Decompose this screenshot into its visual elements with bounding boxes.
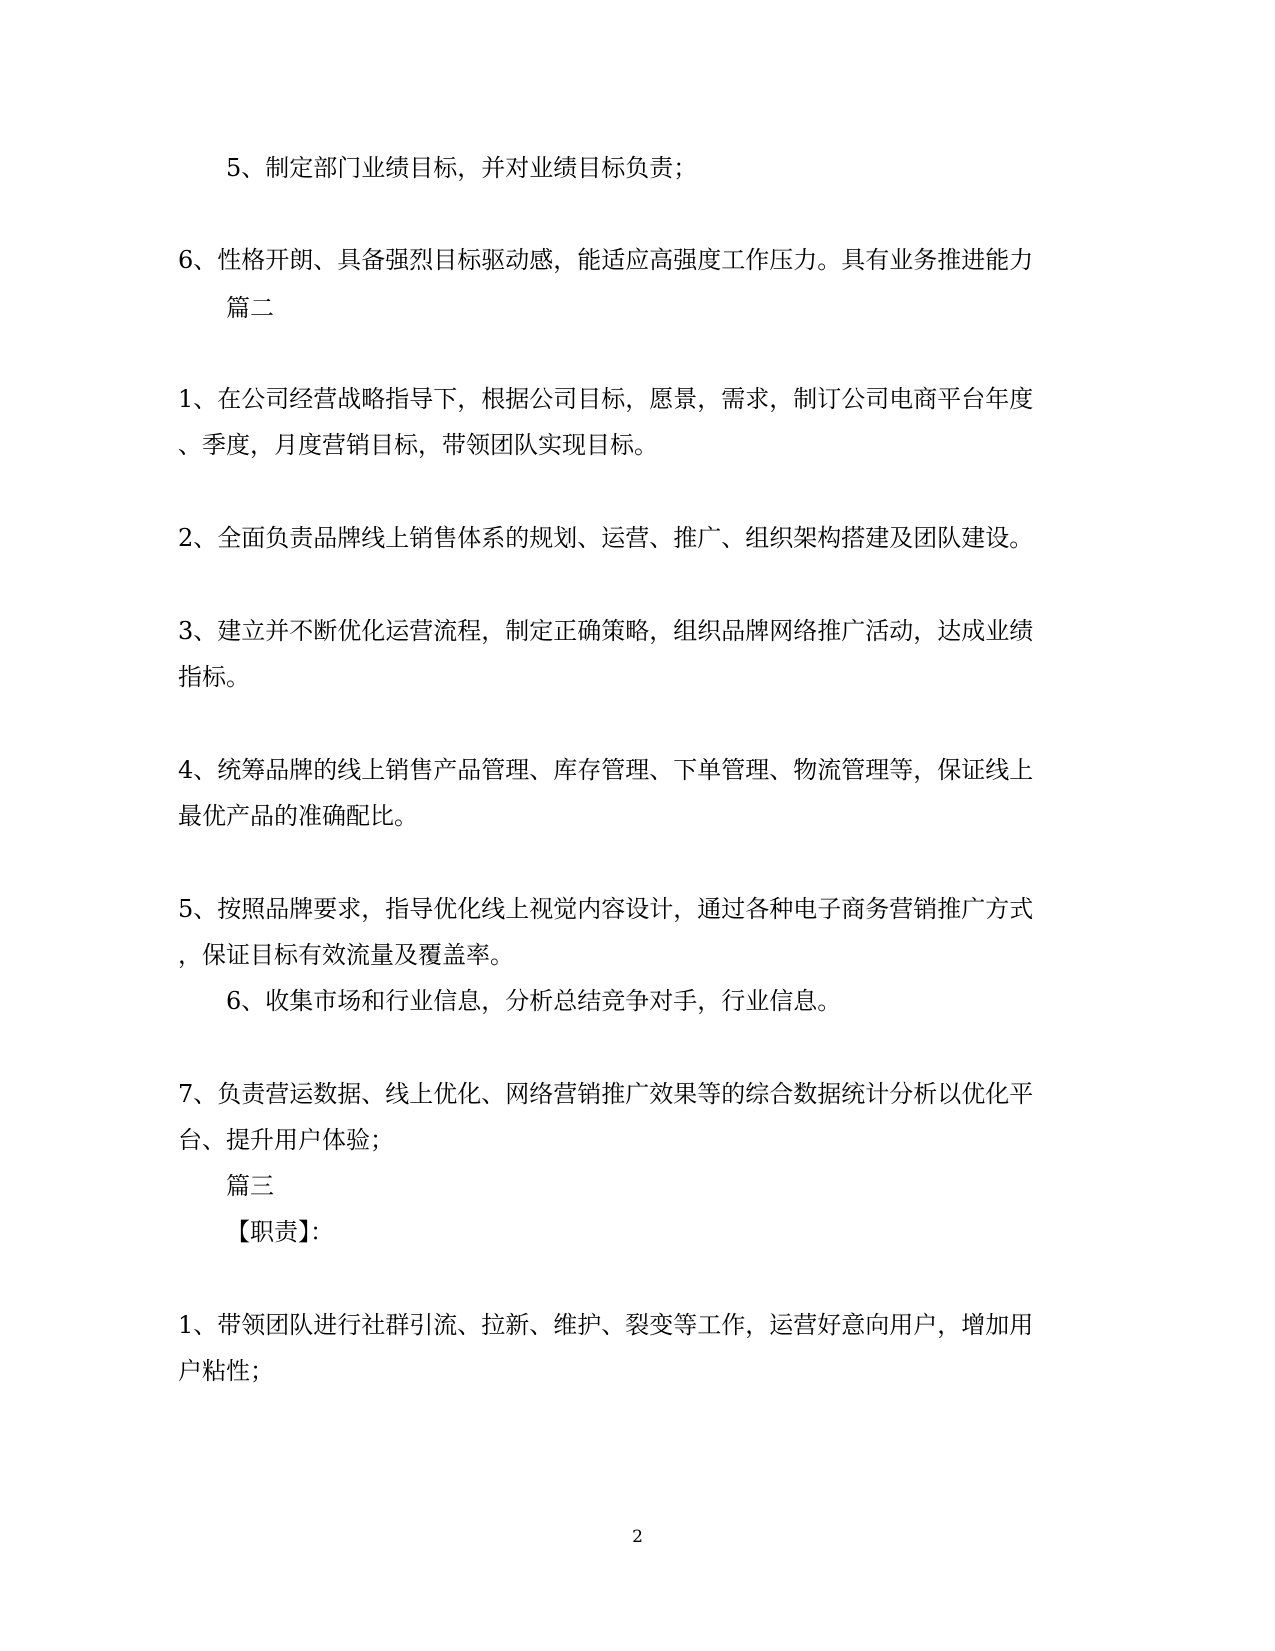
text-line: 3、建立并不断优化运营流程，制定正确策略，组织品牌网络推广活动，达成业绩 — [178, 617, 1034, 645]
section-heading: 篇二 — [226, 294, 274, 322]
text-line: 6、性格开朗、具备强烈目标驱动感，能适应高强度工作压力。具有业务推进能力 — [178, 246, 1034, 274]
text-line: 1、在公司经营战略指导下，根据公司目标，愿景，需求，制订公司电商平台年度 — [178, 385, 1034, 413]
text-line: 7、负责营运数据、线上优化、网络营销推广效果等的综合数据统计分析以优化平 — [178, 1080, 1034, 1108]
text-line: 2、全面负责品牌线上销售体系的规划、运营、推广、组织架构搭建及团队建设。 — [178, 524, 1034, 552]
text-line: 台、提升用户体验； — [178, 1126, 394, 1154]
text-line: 5、按照品牌要求，指导优化线上视觉内容设计，通过各种电子商务营销推广方式 — [178, 895, 1034, 923]
text-line: 5、制定部门业绩目标，并对业绩目标负责； — [226, 154, 698, 182]
section-heading: 篇三 — [226, 1172, 274, 1200]
text-line: 户粘性； — [178, 1357, 274, 1385]
text-line: 4、统筹品牌的线上销售产品管理、库存管理、下单管理、物流管理等，保证线上 — [178, 756, 1034, 784]
subsection-heading: 【职责】： — [226, 1218, 334, 1246]
text-line: 、季度，月度营销目标，带领团队实现目标。 — [178, 431, 658, 459]
text-line: 1、带领团队进行社群引流、拉新、维护、裂变等工作，运营好意向用户，增加用 — [178, 1311, 1034, 1339]
page-number: 2 — [632, 1527, 643, 1547]
text-line: 6、收集市场和行业信息，分析总结竞争对手，行业信息。 — [226, 987, 842, 1015]
text-line: 指标。 — [178, 663, 250, 691]
text-line: 最优产品的准确配比。 — [178, 802, 418, 830]
text-line: ，保证目标有效流量及覆盖率。 — [178, 941, 514, 969]
